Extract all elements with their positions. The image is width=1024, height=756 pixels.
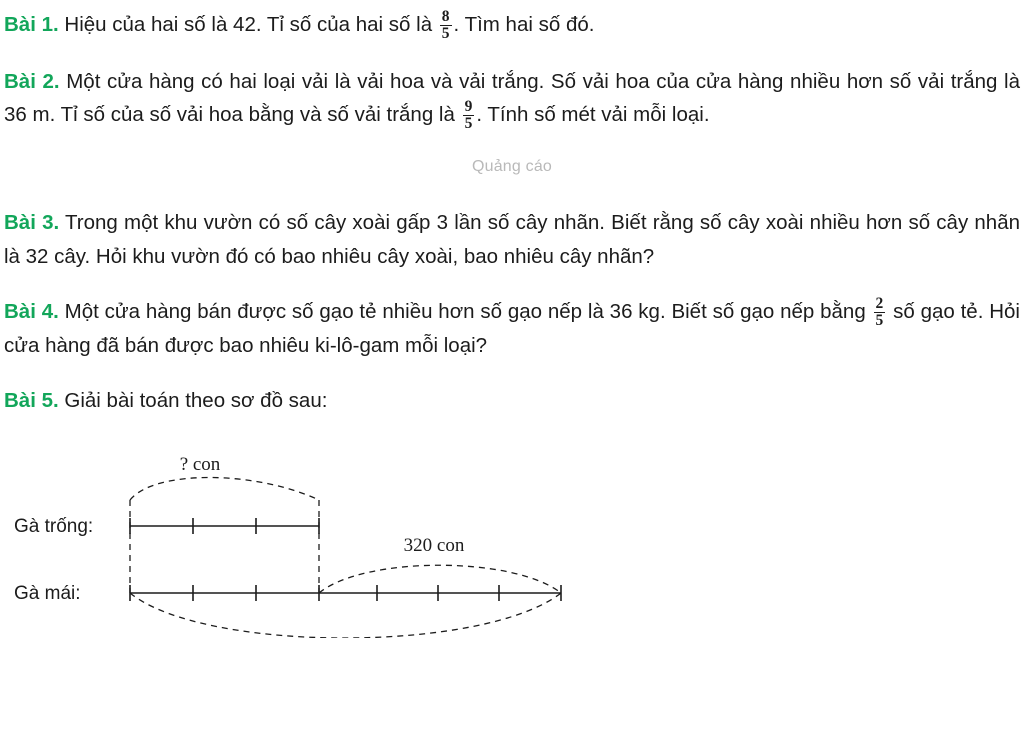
exercise-4-label: Bài 4. [4, 299, 59, 323]
advertisement-label: Quảng cáo [471, 158, 553, 176]
top-arc [130, 477, 319, 500]
exercise-1-text-before: Hiệu của hai số là 42. Tỉ số của hai số là [58, 13, 438, 36]
exercise-3-label: Bài 3. [4, 211, 60, 235]
diagram-right-label: 320 con [403, 534, 465, 556]
exercise-3-text: Trong một khu vườn có số cây xoài gấp 3 lần số cây nhãn. Biết rằng số cây xoài nhiều hơn số cây nhãn là 32 cây. Hỏi khu vườn đó có bao nhiêu cây xoài, bao nhiêu cây nhãn? [4, 211, 1020, 268]
fraction-numerator: 9 [464, 98, 473, 116]
exercise-5-label: Bài 5. [4, 389, 59, 413]
exercise-2-label: Bài 2. [4, 69, 60, 93]
fraction-denominator: 5 [464, 115, 473, 133]
exercise-1-fraction [440, 9, 452, 42]
right-arc [319, 565, 561, 593]
fraction-numerator: 8 [441, 8, 450, 26]
exercise-1-label: Bài 1. [4, 13, 59, 36]
exercise-1-text-after: . Tìm hai số đó. [453, 13, 595, 36]
fraction-numerator: 2 [875, 295, 884, 313]
exercise-5-text: Giải bài toán theo sơ đồ sau: [58, 389, 328, 413]
exercise-2-fraction [463, 99, 475, 132]
exercise-2-text-before: Một cửa hàng có hai loại vải là vải hoa và vải trắng. Số vải hoa của cửa hàng nhiều hơn số vải trắng là 36 m. Tỉ số của số vải hoa bằng và số vải trắng là [4, 69, 1021, 126]
exercise-3 [4, 206, 1020, 272]
fraction-denominator: 5 [875, 312, 884, 330]
row1-label: Gà trống: [14, 515, 94, 537]
exercise-1 [4, 8, 1020, 43]
bottom-arc [130, 593, 561, 638]
exercise-4-text-after: số gạo tẻ. Hỏi cửa hàng đã bán được bao nhiêu ki-lô-gam mỗi loại? [4, 299, 1020, 358]
row2-label: Gà mái: [14, 582, 81, 604]
exercise-4-fraction [874, 296, 886, 329]
diagram-top-label: ? con [179, 453, 221, 475]
bar-model-diagram [4, 438, 1020, 638]
exercise-5 [4, 384, 1020, 417]
exercise-4 [4, 295, 1020, 363]
fraction-denominator: 5 [441, 25, 450, 43]
exercise-4-text-before: Một cửa hàng bán được số gạo tẻ nhiều hơn số gạo nếp là 36 kg. Biết số gạo nếp bằng [58, 299, 872, 323]
exercise-2 [4, 65, 1020, 133]
exercise-2-text-after: . Tính số mét vải mỗi loại. [476, 102, 710, 126]
